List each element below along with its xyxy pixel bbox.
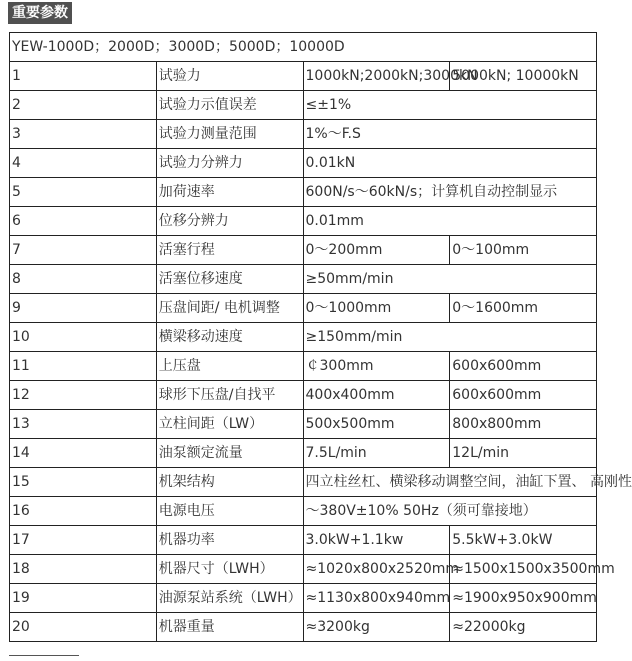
table-row bbox=[10, 584, 597, 613]
parameter-value: 0.01kN bbox=[303, 149, 597, 178]
row-number: 8 bbox=[10, 265, 157, 294]
parameter-value-large-model: ≈1500x1500x3500mm bbox=[450, 555, 597, 584]
parameter-value: 500x500mm bbox=[303, 410, 450, 439]
bottom-rule bbox=[9, 655, 79, 656]
parameter-value: ≤±1% bbox=[303, 91, 597, 120]
row-number: 16 bbox=[10, 497, 157, 526]
parameter-value: ～380V±10% 50Hz（须可靠接地） bbox=[303, 497, 597, 526]
parameter-value: ≥150mm/min bbox=[303, 323, 597, 352]
table-row bbox=[10, 120, 597, 149]
parameter-name: 活塞位移速度 bbox=[156, 265, 303, 294]
parameter-name: 位移分辨力 bbox=[156, 207, 303, 236]
row-number: 13 bbox=[10, 410, 157, 439]
parameter-name: 机器尺寸（LWH） bbox=[156, 555, 303, 584]
parameter-name: 试验力分辨力 bbox=[156, 149, 303, 178]
parameter-value: 600N/s～60kN/s；计算机自动控制显示 bbox=[303, 178, 597, 207]
table-row bbox=[10, 323, 597, 352]
parameter-name: 机器功率 bbox=[156, 526, 303, 555]
row-number: 20 bbox=[10, 613, 157, 642]
table-row bbox=[10, 613, 597, 642]
parameter-name: 机器重量 bbox=[156, 613, 303, 642]
table-row bbox=[10, 91, 597, 120]
parameter-name: 油泵额定流量 bbox=[156, 439, 303, 468]
parameter-value: 1%～F.S bbox=[303, 120, 597, 149]
parameter-value-large-model: 0～100mm bbox=[450, 236, 597, 265]
parameter-name: 机架结构 bbox=[156, 468, 303, 497]
row-number: 19 bbox=[10, 584, 157, 613]
table-row bbox=[10, 236, 597, 265]
parameter-name: 上压盘 bbox=[156, 352, 303, 381]
table-row bbox=[10, 265, 597, 294]
parameter-value: 3.0kW+1.1kw bbox=[303, 526, 450, 555]
parameter-value-large-model: 12L/min bbox=[450, 439, 597, 468]
row-number: 1 bbox=[10, 62, 157, 91]
model-line: YEW-1000D；2000D；3000D；5000D；10000D bbox=[10, 33, 597, 62]
parameter-value: 400x400mm bbox=[303, 381, 450, 410]
table-row bbox=[10, 468, 597, 497]
parameter-value: 0～1000mm bbox=[303, 294, 450, 323]
parameter-value: ≈1130x800x940mm bbox=[303, 584, 450, 613]
table-row bbox=[10, 555, 597, 584]
parameter-value-large-model: 600x600mm bbox=[450, 352, 597, 381]
parameter-value: 0.01mm bbox=[303, 207, 597, 236]
parameter-value: 四立柱丝杠、横梁移动调整空间，油缸下置、 高刚性 bbox=[303, 468, 597, 497]
parameter-name: 立柱间距（LW） bbox=[156, 410, 303, 439]
row-number: 9 bbox=[10, 294, 157, 323]
parameter-name: 试验力 bbox=[156, 62, 303, 91]
row-number: 17 bbox=[10, 526, 157, 555]
parameter-value-large-model: 800x800mm bbox=[450, 410, 597, 439]
table-row bbox=[10, 294, 597, 323]
table-row bbox=[10, 526, 597, 555]
parameter-name: 球形下压盘/自找平 bbox=[156, 381, 303, 410]
parameter-value: 1000kN;2000kN;3000kN bbox=[303, 62, 450, 91]
row-number: 2 bbox=[10, 91, 157, 120]
parameter-name: 试验力示值误差 bbox=[156, 91, 303, 120]
row-number: 14 bbox=[10, 439, 157, 468]
parameter-value-large-model: ≈22000kg bbox=[450, 613, 597, 642]
parameter-value: ≈3200kg bbox=[303, 613, 450, 642]
table-row bbox=[10, 62, 597, 91]
parameter-name: 油源泵站系统（LWH） bbox=[156, 584, 303, 613]
parameter-value: ≈1020x800x2520mm bbox=[303, 555, 450, 584]
row-number: 6 bbox=[10, 207, 157, 236]
model-row bbox=[10, 33, 597, 62]
row-number: 15 bbox=[10, 468, 157, 497]
parameter-name: 试验力测量范围 bbox=[156, 120, 303, 149]
parameter-value: ￠300mm bbox=[303, 352, 450, 381]
row-number: 12 bbox=[10, 381, 157, 410]
parameter-value: 7.5L/min bbox=[303, 439, 450, 468]
row-number: 10 bbox=[10, 323, 157, 352]
row-number: 11 bbox=[10, 352, 157, 381]
parameter-table bbox=[9, 32, 632, 642]
table-row bbox=[10, 381, 597, 410]
table-row bbox=[10, 439, 597, 468]
table-row bbox=[10, 352, 597, 381]
section-title: 重要参数 bbox=[8, 2, 72, 24]
row-number: 18 bbox=[10, 555, 157, 584]
table-row bbox=[10, 207, 597, 236]
parameter-value: ≥50mm/min bbox=[303, 265, 597, 294]
table-row bbox=[10, 497, 597, 526]
row-number: 5 bbox=[10, 178, 157, 207]
row-number: 4 bbox=[10, 149, 157, 178]
table-row bbox=[10, 149, 597, 178]
parameter-name: 横梁移动速度 bbox=[156, 323, 303, 352]
parameter-name: 活塞行程 bbox=[156, 236, 303, 265]
table-row bbox=[10, 178, 597, 207]
parameter-name: 压盘间距/ 电机调整 bbox=[156, 294, 303, 323]
row-number: 7 bbox=[10, 236, 157, 265]
parameter-value-large-model: 5000kN; 10000kN bbox=[450, 62, 597, 91]
parameter-value: 0～200mm bbox=[303, 236, 450, 265]
parameter-name: 电源电压 bbox=[156, 497, 303, 526]
parameter-value-large-model: 5.5kW+3.0kW bbox=[450, 526, 597, 555]
row-number: 3 bbox=[10, 120, 157, 149]
parameter-value-large-model: ≈1900x950x900mm bbox=[450, 584, 597, 613]
parameter-value-large-model: 600x600mm bbox=[450, 381, 597, 410]
table-row bbox=[10, 410, 597, 439]
parameter-value-large-model: 0～1600mm bbox=[450, 294, 597, 323]
parameter-name: 加荷速率 bbox=[156, 178, 303, 207]
